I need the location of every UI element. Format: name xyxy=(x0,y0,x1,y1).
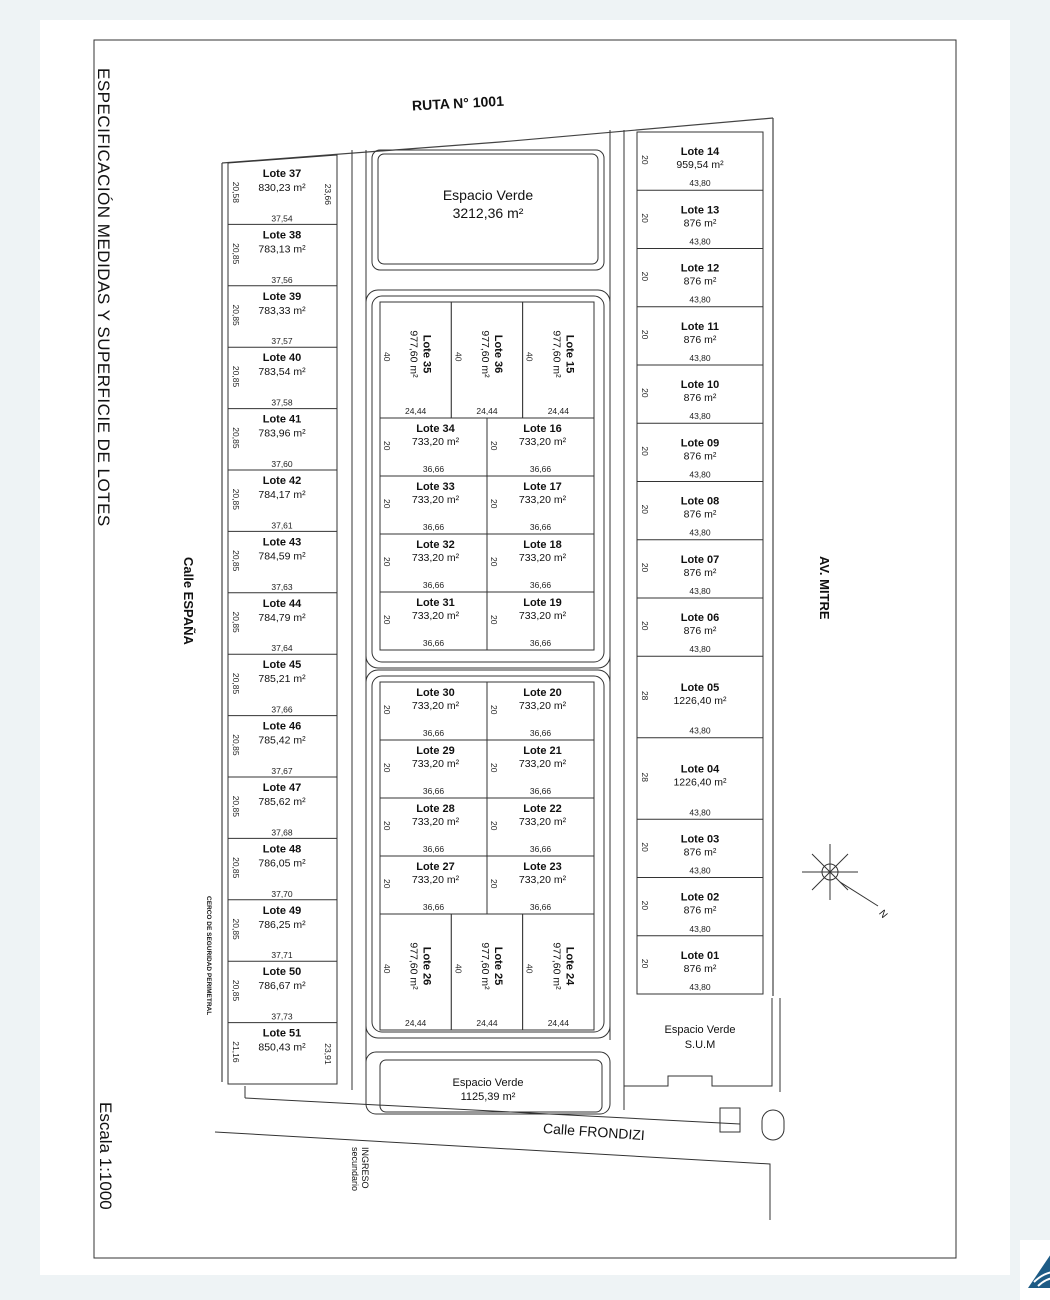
street-east: AV. MITRE xyxy=(817,556,832,620)
lot-name: Lote 12 xyxy=(680,262,720,275)
lot-side-dimension: 20,85 xyxy=(231,611,241,633)
lot-front-dimension: 36,66 xyxy=(529,902,552,912)
lot-area: 733,20 m² xyxy=(518,816,567,828)
lot-area: 733,20 m² xyxy=(411,552,460,564)
lot-front-dimension: 43,80 xyxy=(689,725,711,736)
lot-front-dimension: 37,61 xyxy=(271,520,293,531)
lot-area: 733,20 m² xyxy=(411,436,460,448)
lot-side-dimension: 20 xyxy=(382,615,392,625)
lot-area: 784,59 m² xyxy=(258,550,306,563)
lot-name: Lote 35 xyxy=(420,334,433,374)
lot-name: Lote 32 xyxy=(416,539,455,551)
lot-side-dimension: 20,85 xyxy=(231,857,241,879)
lot-name: Lote 38 xyxy=(262,229,302,242)
lot-area: 786,67 m² xyxy=(258,980,306,993)
lot-side-dimension: 20,85 xyxy=(231,918,241,940)
lot-front-dimension: 43,80 xyxy=(689,294,711,305)
lot-side-dimension: 20 xyxy=(640,329,650,340)
lot-area: 733,20 m² xyxy=(411,874,460,886)
lot-name: Lote 24 xyxy=(563,946,576,986)
lot-name: Lote 31 xyxy=(416,597,455,609)
lot-name: Lote 46 xyxy=(262,720,302,733)
lot-front-dimension: 37,63 xyxy=(271,581,293,592)
lot-area: 733,20 m² xyxy=(518,700,567,712)
lot-area: 786,25 m² xyxy=(258,918,306,931)
lot-front-dimension: 36,66 xyxy=(422,638,445,648)
lot-side-dimension: 20 xyxy=(382,821,392,831)
lot-side-dimension: 40 xyxy=(382,352,392,362)
lot-name: Lote 20 xyxy=(523,687,562,699)
lot-name: Lote 14 xyxy=(680,146,720,159)
lot-front-dimension: 43,80 xyxy=(689,865,711,876)
lot-name: Lote 29 xyxy=(416,745,455,757)
lot-front-dimension: 37,73 xyxy=(271,1011,293,1022)
lot-name: Lote 45 xyxy=(262,659,302,672)
lot-side-dimension: 20 xyxy=(382,705,392,715)
lot-front-dimension: 43,80 xyxy=(689,236,711,247)
lot-front-dimension: 36,66 xyxy=(529,638,552,648)
lot-name: Lote 25 xyxy=(492,946,504,986)
lot-side-dimension: 40 xyxy=(524,964,535,974)
lot-area: 977,60 m² xyxy=(407,330,420,378)
gate-ring xyxy=(762,1110,784,1140)
lot-area: 876 m² xyxy=(683,508,717,521)
lot-front-dimension: 37,68 xyxy=(271,827,293,838)
lot-area: 733,20 m² xyxy=(411,700,460,712)
lot-front-dimension: 43,80 xyxy=(689,352,711,363)
lot-area: 876 m² xyxy=(683,450,717,463)
lot-area: 876 m² xyxy=(683,846,717,859)
lot-front-dimension: 36,66 xyxy=(529,522,552,532)
cerco-label: CERCO DE SEGURIDAD PERIMETRAL xyxy=(205,896,212,1016)
lot-area: 733,20 m² xyxy=(411,816,460,828)
block-top-lots xyxy=(380,302,594,650)
lot-area: 784,79 m² xyxy=(258,611,306,624)
block-bottom-lots xyxy=(380,682,594,1030)
lot-name: Lote 04 xyxy=(680,763,720,776)
lot-front-dimension: 36,66 xyxy=(422,464,445,474)
lot-front-dimension: 24,44 xyxy=(405,406,427,416)
lot-side-dimension: 23,66 xyxy=(323,183,333,205)
lot-side-dimension: 20,85 xyxy=(231,550,241,572)
lot-area: 733,20 m² xyxy=(518,552,567,564)
lot-area: 783,96 m² xyxy=(258,427,306,440)
lot-area: 1226,40 m² xyxy=(673,694,727,707)
lot-side-dimension: 20,85 xyxy=(231,365,241,388)
green-space-sum-sub: S.U.M xyxy=(684,1039,716,1051)
lot-side-dimension: 20 xyxy=(382,879,392,889)
lot-front-dimension: 36,66 xyxy=(529,786,552,796)
lot-name: Lote 05 xyxy=(680,681,720,694)
lot-name: Lote 42 xyxy=(262,475,302,487)
lot-name: Lote 44 xyxy=(262,597,302,610)
lot-side-dimension: 28 xyxy=(640,772,650,782)
scale-label: Escala 1:1000 xyxy=(96,1102,115,1210)
lot-area: 977,60 m² xyxy=(479,942,491,990)
lot-area: 876 m² xyxy=(683,217,717,230)
lot-front-dimension: 37,66 xyxy=(271,704,293,715)
lot-name: Lote 06 xyxy=(680,612,720,625)
lot-side-dimension: 40 xyxy=(453,964,464,974)
west-lot-column xyxy=(228,168,337,1065)
lot-side-dimension: 20 xyxy=(640,842,650,852)
lot-front-dimension: 24,44 xyxy=(476,1018,498,1028)
lot-side-dimension: 20,85 xyxy=(231,427,241,449)
lot-front-dimension: 43,80 xyxy=(689,807,711,818)
lot-side-dimension: 20 xyxy=(640,388,650,398)
lot-area: 876 m² xyxy=(683,275,717,288)
lot-name: Lote 03 xyxy=(680,833,720,846)
lot-name: Lote 22 xyxy=(523,803,562,815)
lot-front-dimension: 37,70 xyxy=(271,888,293,899)
lot-front-dimension: 36,66 xyxy=(529,844,552,854)
lot-front-dimension: 36,66 xyxy=(422,522,445,532)
lot-name: Lote 11 xyxy=(681,320,719,333)
lot-area: 876 m² xyxy=(683,962,717,975)
lot-side-dimension: 28 xyxy=(640,690,650,701)
lot-front-dimension: 43,80 xyxy=(689,469,711,480)
green-space-top-name: Espacio Verde xyxy=(442,187,534,203)
green-space-bottom-name: Espacio Verde xyxy=(452,1077,524,1089)
lot-area: 977,60 m² xyxy=(407,942,420,990)
lot-name: Lote 21 xyxy=(523,745,562,757)
lot-area: 783,33 m² xyxy=(258,304,306,317)
lot-area: 786,05 m² xyxy=(258,857,306,870)
lot-area: 876 m² xyxy=(683,566,717,579)
lot-name: Lote 02 xyxy=(680,891,720,904)
lot-side-dimension: 20,85 xyxy=(231,672,241,695)
plan-title: ESPECIFICACIÓN MEDIDAS Y SUPERFICIE DE LOTES xyxy=(94,68,113,527)
lot-name: Lote 17 xyxy=(523,481,562,493)
lot-area: 785,42 m² xyxy=(258,734,306,747)
lot-area: 876 m² xyxy=(683,904,717,917)
lot-name: Lote 10 xyxy=(680,379,720,392)
lot-side-dimension: 20 xyxy=(489,615,499,625)
lot-front-dimension: 37,56 xyxy=(271,274,293,285)
ingreso-label: INGRESO xyxy=(360,1147,370,1189)
gate-box xyxy=(720,1108,740,1132)
street-north: RUTA N° 1001 xyxy=(411,92,505,114)
lot-name: Lote 18 xyxy=(523,539,562,551)
lot-name: Lote 30 xyxy=(416,687,455,699)
lot-side-dimension: 21,16 xyxy=(231,1041,241,1063)
lot-side-dimension: 40 xyxy=(524,352,535,362)
lot-front-dimension: 37,64 xyxy=(271,643,293,654)
lot-name: Lote 43 xyxy=(262,536,302,549)
lot-name: Lote 50 xyxy=(262,966,302,979)
east-lot-column xyxy=(637,146,763,992)
lot-area: 977,60 m² xyxy=(550,942,563,990)
lot-area: 785,62 m² xyxy=(258,796,306,808)
lot-area: 733,20 m² xyxy=(518,494,567,506)
lot-area: 733,20 m² xyxy=(518,436,567,448)
lot-front-dimension: 36,66 xyxy=(422,844,445,854)
lot-side-dimension: 20 xyxy=(640,155,650,165)
lot-front-dimension: 43,80 xyxy=(689,923,711,934)
lot-front-dimension: 36,66 xyxy=(422,728,445,738)
lot-area: 733,20 m² xyxy=(411,758,460,770)
lot-name: Lote 40 xyxy=(262,352,302,365)
lot-area: 1226,40 m² xyxy=(673,776,727,789)
lot-name: Lote 36 xyxy=(492,334,504,374)
lot-side-dimension: 20,85 xyxy=(231,488,241,510)
green-space-top-area: 3212,36 m² xyxy=(452,205,524,221)
lot-area: 876 m² xyxy=(683,392,717,405)
lot-front-dimension: 24,44 xyxy=(476,406,498,416)
lot-side-dimension: 20,85 xyxy=(231,795,241,817)
lot-side-dimension: 20 xyxy=(640,958,650,969)
compass-north-letter: N xyxy=(876,908,890,921)
lot-side-dimension: 20 xyxy=(640,562,650,573)
lot-front-dimension: 37,60 xyxy=(271,459,293,469)
lot-front-dimension: 24,44 xyxy=(405,1018,427,1028)
lot-side-dimension: 20 xyxy=(640,213,650,223)
frondizi-road-south xyxy=(215,1132,770,1220)
lot-name: Lote 07 xyxy=(680,553,720,566)
lot-side-dimension: 20 xyxy=(640,504,650,515)
lot-name: Lote 49 xyxy=(262,904,302,917)
green-space-sum-name: Espacio Verde xyxy=(664,1024,736,1036)
lot-area: 785,21 m² xyxy=(258,673,306,686)
lot-area: 733,20 m² xyxy=(518,758,567,770)
lot-name: Lote 39 xyxy=(262,290,302,303)
lot-front-dimension: 36,66 xyxy=(529,464,552,474)
lot-side-dimension: 20,85 xyxy=(231,243,241,265)
lot-side-dimension: 20,85 xyxy=(231,304,241,326)
lot-name: Lote 27 xyxy=(416,861,455,873)
lot-side-dimension: 20,85 xyxy=(231,734,241,756)
lot-side-dimension: 20 xyxy=(640,621,650,631)
lot-name: Lote 13 xyxy=(680,204,720,217)
lot-side-dimension: 20 xyxy=(489,499,499,509)
lot-front-dimension: 43,80 xyxy=(689,178,711,189)
lot-front-dimension: 43,80 xyxy=(689,411,711,422)
lot-side-dimension: 23,91 xyxy=(322,1043,333,1065)
lot-front-dimension: 24,44 xyxy=(547,406,569,416)
lot-front-dimension: 37,71 xyxy=(271,950,293,961)
lot-side-dimension: 20 xyxy=(640,900,650,911)
compass-rose xyxy=(802,844,889,921)
lot-name: Lote 51 xyxy=(262,1027,302,1040)
lot-front-dimension: 36,66 xyxy=(422,786,445,796)
lot-plan xyxy=(40,20,1010,1275)
lot-name: Lote 33 xyxy=(416,481,455,493)
lot-area: 977,60 m² xyxy=(550,330,563,378)
lot-name: Lote 15 xyxy=(563,334,576,374)
lot-front-dimension: 43,80 xyxy=(689,527,711,538)
lot-front-dimension: 37,57 xyxy=(271,336,293,347)
lot-side-dimension: 20 xyxy=(489,763,499,773)
lot-area: 959,54 m² xyxy=(676,159,724,172)
lot-side-dimension: 20 xyxy=(489,557,499,567)
lot-side-dimension: 20 xyxy=(489,879,499,889)
lot-name: Lote 16 xyxy=(523,423,562,435)
lot-name: Lote 26 xyxy=(420,946,433,986)
lot-front-dimension: 37,67 xyxy=(271,766,293,776)
lot-side-dimension: 20 xyxy=(489,705,499,715)
lot-side-dimension: 20 xyxy=(489,441,499,451)
lot-name: Lote 37 xyxy=(262,168,302,180)
lot-name: Lote 41 xyxy=(262,413,302,426)
lot-name: Lote 48 xyxy=(262,843,302,856)
lot-area: 733,20 m² xyxy=(411,610,460,622)
lot-front-dimension: 43,80 xyxy=(689,585,711,596)
lot-side-dimension: 20 xyxy=(382,763,392,773)
lot-area: 830,23 m² xyxy=(258,182,306,194)
street-south: Calle FRONDIZI xyxy=(542,1120,646,1144)
lot-area: 733,20 m² xyxy=(411,494,460,506)
lot-front-dimension: 36,66 xyxy=(422,902,445,912)
lot-area: 783,54 m² xyxy=(258,366,306,379)
lot-side-dimension: 20 xyxy=(382,499,392,509)
lot-area: 876 m² xyxy=(683,625,717,638)
lot-front-dimension: 43,80 xyxy=(689,982,711,992)
lot-side-dimension: 20 xyxy=(382,557,392,567)
lot-front-dimension: 24,44 xyxy=(547,1018,569,1028)
lot-area: 733,20 m² xyxy=(518,610,567,622)
lot-side-dimension: 20,85 xyxy=(231,979,241,1002)
lot-name: Lote 23 xyxy=(523,861,562,873)
lot-name: Lote 19 xyxy=(523,597,562,609)
lot-name: Lote 28 xyxy=(416,803,455,815)
lot-front-dimension: 37,58 xyxy=(271,397,293,408)
lot-side-dimension: 20 xyxy=(489,821,499,831)
lot-area: 733,20 m² xyxy=(518,874,567,886)
lot-area: 784,17 m² xyxy=(258,489,306,501)
lot-area: 977,60 m² xyxy=(479,330,491,378)
lot-front-dimension: 36,66 xyxy=(422,580,445,590)
lot-name: Lote 01 xyxy=(680,949,720,962)
lot-area: 876 m² xyxy=(683,333,717,346)
lot-area: 850,43 m² xyxy=(258,1041,306,1054)
lot-name: Lote 08 xyxy=(680,495,720,508)
lot-side-dimension: 40 xyxy=(382,964,392,974)
lot-side-dimension: 20 xyxy=(640,271,650,282)
lot-front-dimension: 37,54 xyxy=(271,213,293,224)
green-space-bottom-area: 1125,39 m² xyxy=(460,1091,516,1103)
street-west: Calle ESPAÑA xyxy=(181,557,196,645)
ingreso-sublabel: secundario xyxy=(350,1147,360,1192)
lot-name: Lote 47 xyxy=(262,782,302,794)
lot-name: Lote 34 xyxy=(416,423,455,435)
lot-side-dimension: 20,58 xyxy=(231,181,241,203)
lot-front-dimension: 36,66 xyxy=(529,728,552,738)
lot-side-dimension: 20 xyxy=(640,446,650,456)
brand-logo-icon xyxy=(1020,1240,1050,1300)
lot-front-dimension: 36,66 xyxy=(529,580,552,590)
lot-side-dimension: 20 xyxy=(382,441,392,451)
lot-side-dimension: 40 xyxy=(453,352,464,362)
lot-name: Lote 09 xyxy=(680,437,720,450)
lot-area: 783,13 m² xyxy=(258,243,306,256)
plan-sheet xyxy=(40,20,1010,1275)
lot-front-dimension: 43,80 xyxy=(689,644,711,655)
